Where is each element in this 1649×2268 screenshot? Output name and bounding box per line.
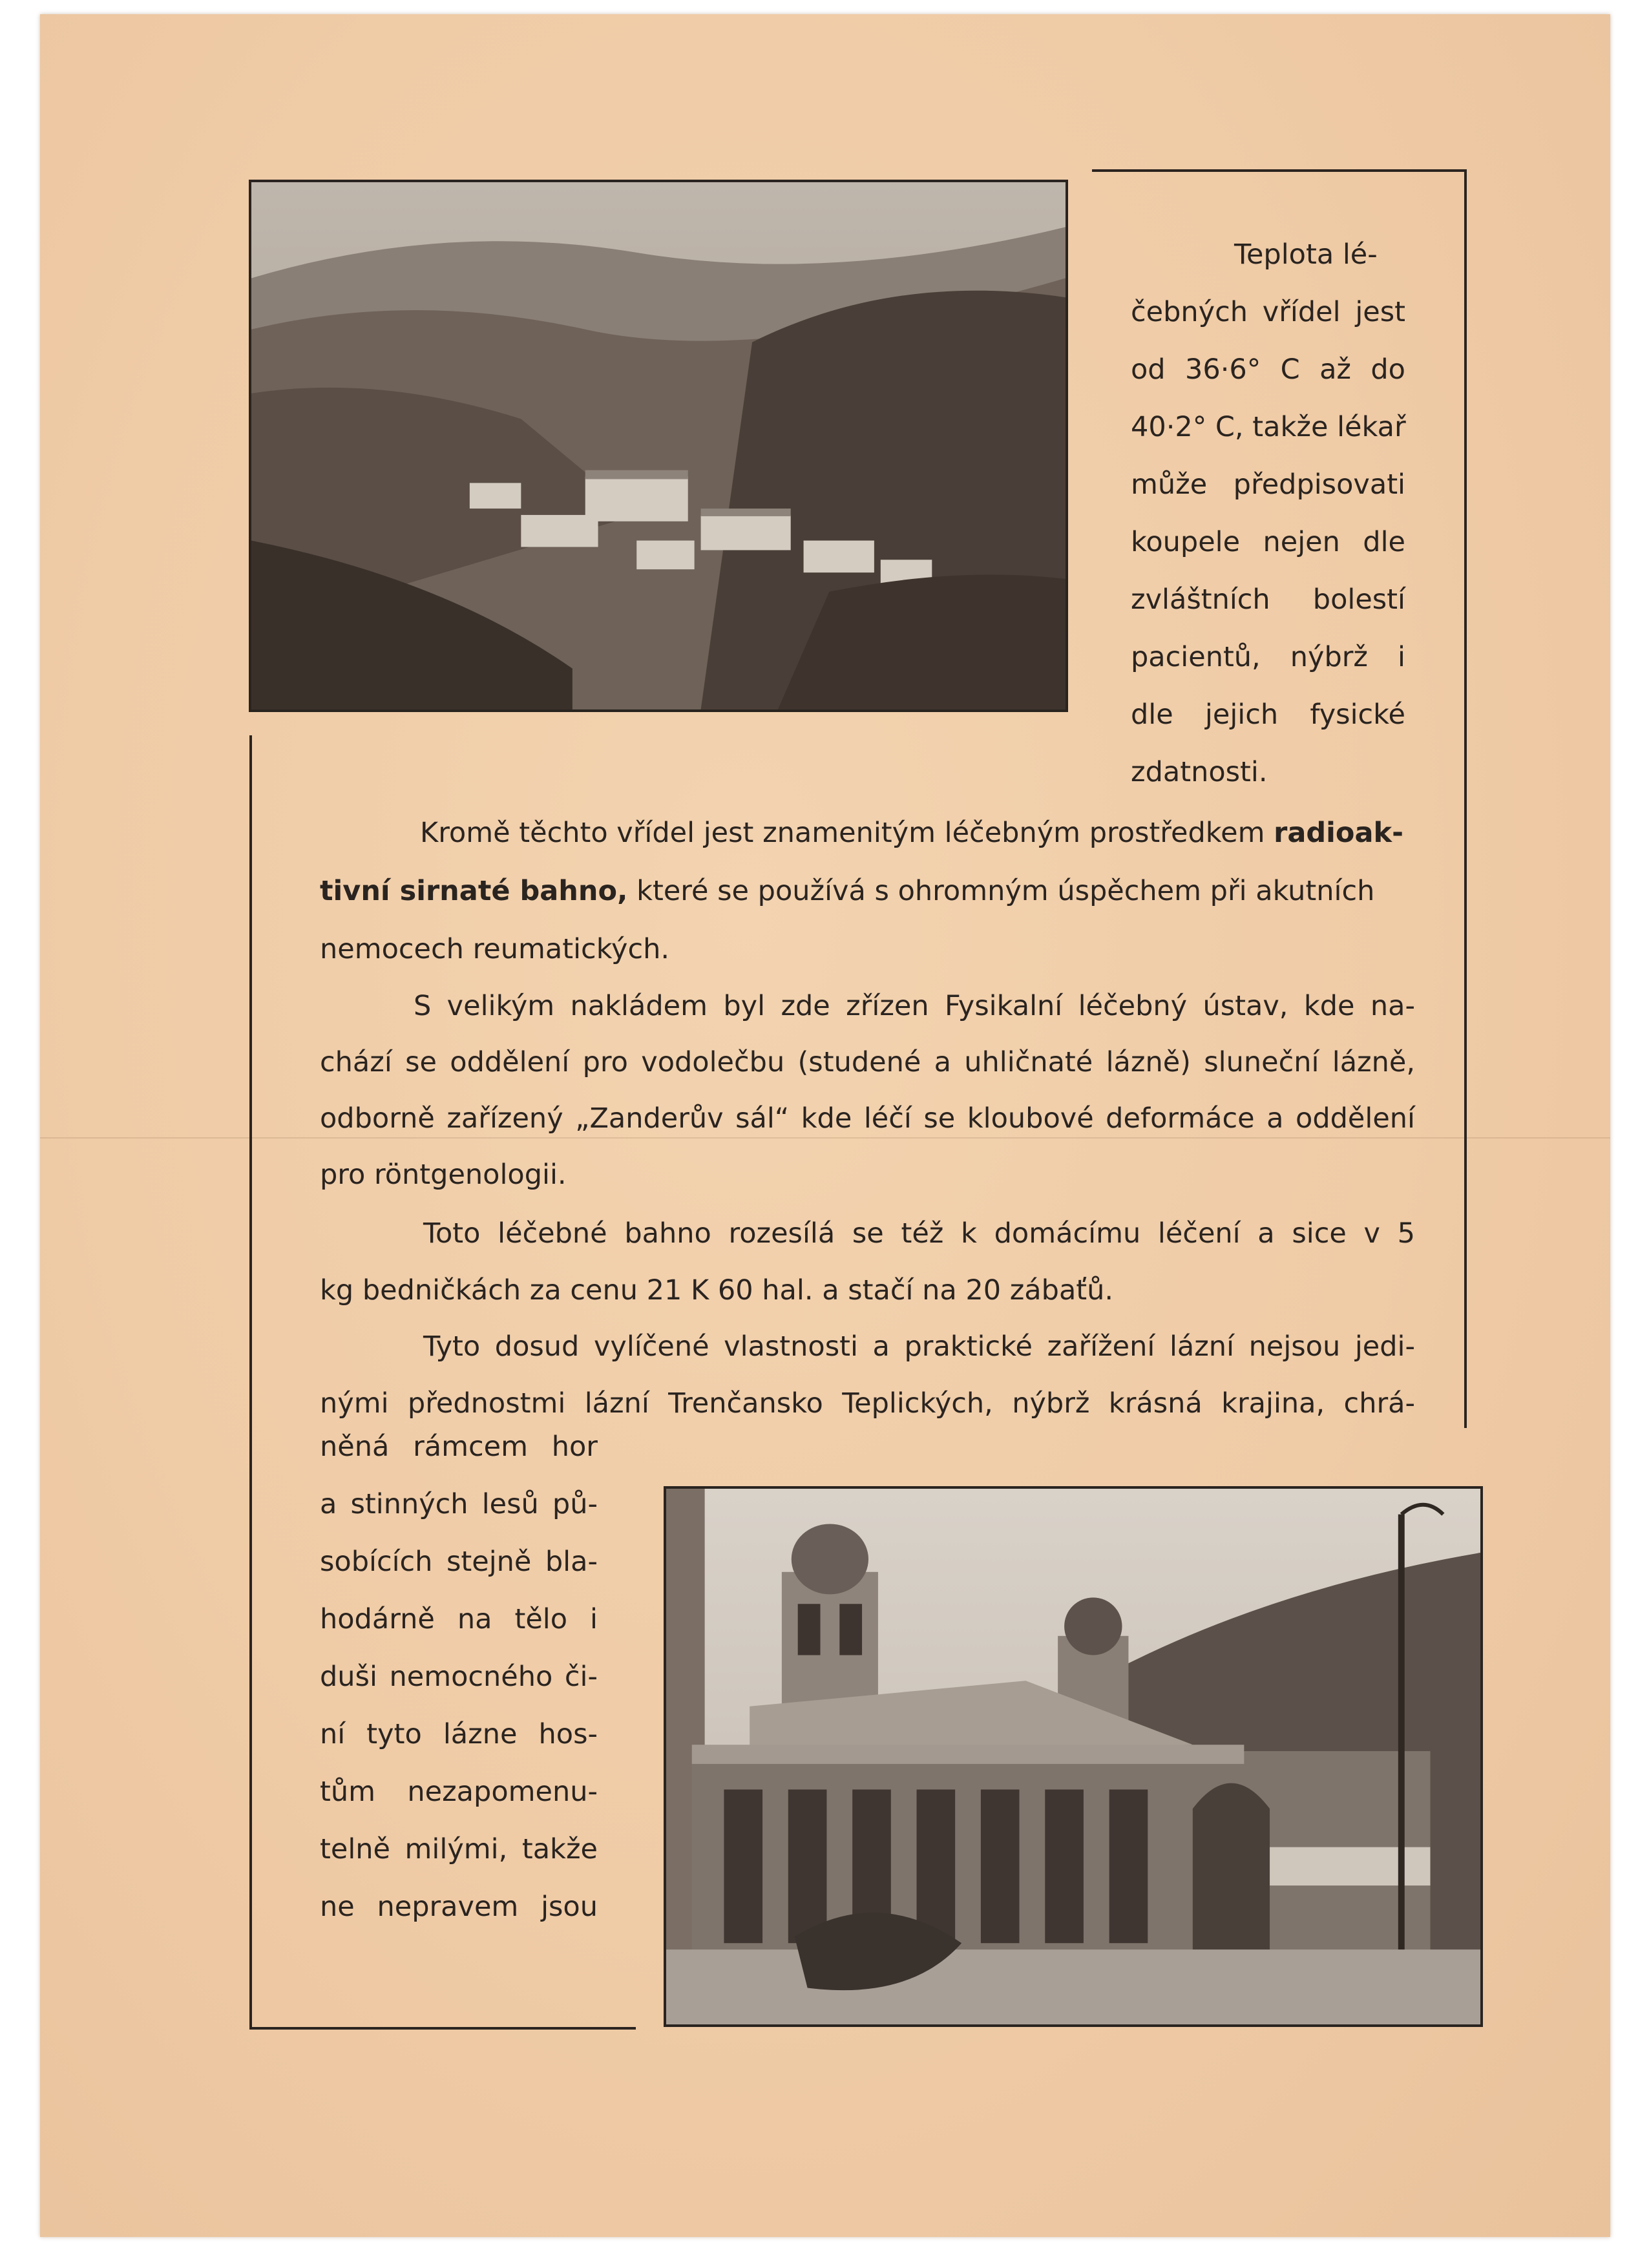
left-col-line: duši nemocného či- [320,1661,598,1693]
frame-line-bottom [249,2027,636,2030]
frame-line-right [1464,169,1467,1428]
sidebar-line: čebných vřídel jest [1131,296,1405,328]
frame-line-left [249,735,252,2030]
sidebar-line: koupele nejen dle [1131,526,1405,558]
bold-text: tivní sirnaté bahno, [320,875,628,907]
sidebar-line: může předpisovati [1131,468,1405,501]
left-col-line: sobících stejně bla- [320,1546,598,1578]
paragraph-2-line: pro röntgenologii. [320,1159,567,1191]
paragraph-2-line: S velikým nakládem byl zde zřízen Fysikalní léčebný ústav, kde na- [414,990,1415,1022]
sidebar-line: od 36·6° C až do [1131,353,1405,386]
frame-line-top [1092,169,1467,172]
sidebar-line: pacientů, nýbrž i [1131,641,1405,673]
bold-text: radioak- [1274,817,1403,849]
left-col-line: ní tyto lázne hos- [320,1718,598,1750]
sidebar-line: Teplota lé- [1234,238,1378,271]
paragraph-3-line: Toto léčebné bahno rozesílá se též k domácímu léčení a sice v 5 [423,1217,1415,1250]
valley-town-photo [249,180,1068,712]
paragraph-1-line [420,804,1415,862]
text-run: Kromě těchto vřídel jest znamenitým léčebným prostředkem [420,817,1274,849]
left-col-line: ne nepravem jsou [320,1891,598,1923]
paragraph-2-line: chází se oddělení pro vodolečbu (studené a uhličnaté lázně) sluneční lázně, [320,1046,1415,1078]
paragraph-3-line: kg bedničkách za cenu 21 K 60 hal. a stačí na 20 zábaťů. [320,1274,1114,1307]
left-col-line: telně milými, takže [320,1833,598,1865]
sidebar-line: zvláštních bolestí [1131,583,1405,616]
spa-colonnade-photo [664,1486,1483,2027]
left-col-line: tům nezapomenu- [320,1776,598,1808]
sidebar-line: zdatnosti. [1131,756,1268,788]
paragraph-4-line: Tyto dosud vylíčené vlastnosti a praktické zařížení lázní nejsou jedi- [423,1330,1415,1363]
paragraph-1-line [320,863,1415,920]
left-col-line: něná rámcem hor [320,1431,598,1463]
left-col-line: hodárně na tělo i [320,1603,598,1635]
paragraph-1-line: nemocech reumatických. [320,933,670,965]
sidebar-text-block [1131,226,1405,801]
paragraph-2-line: odborně zařízený „Zanderův sál“ kde léčí se kloubové deformáce a oddělení [320,1102,1415,1135]
left-column-text-block [320,1418,598,1936]
sidebar-line: dle jejich fysické [1131,698,1405,731]
text-run: které se používá s ohromným úspěchem při akutních [627,875,1375,907]
left-col-line: a stinných lesů pů- [320,1488,598,1520]
paragraph-4-line: nými přednostmi lázní Trenčansko Teplických, nýbrž krásná krajina, chrá- [320,1387,1415,1420]
sidebar-line: 40·2° C, takže lékař [1131,411,1406,443]
